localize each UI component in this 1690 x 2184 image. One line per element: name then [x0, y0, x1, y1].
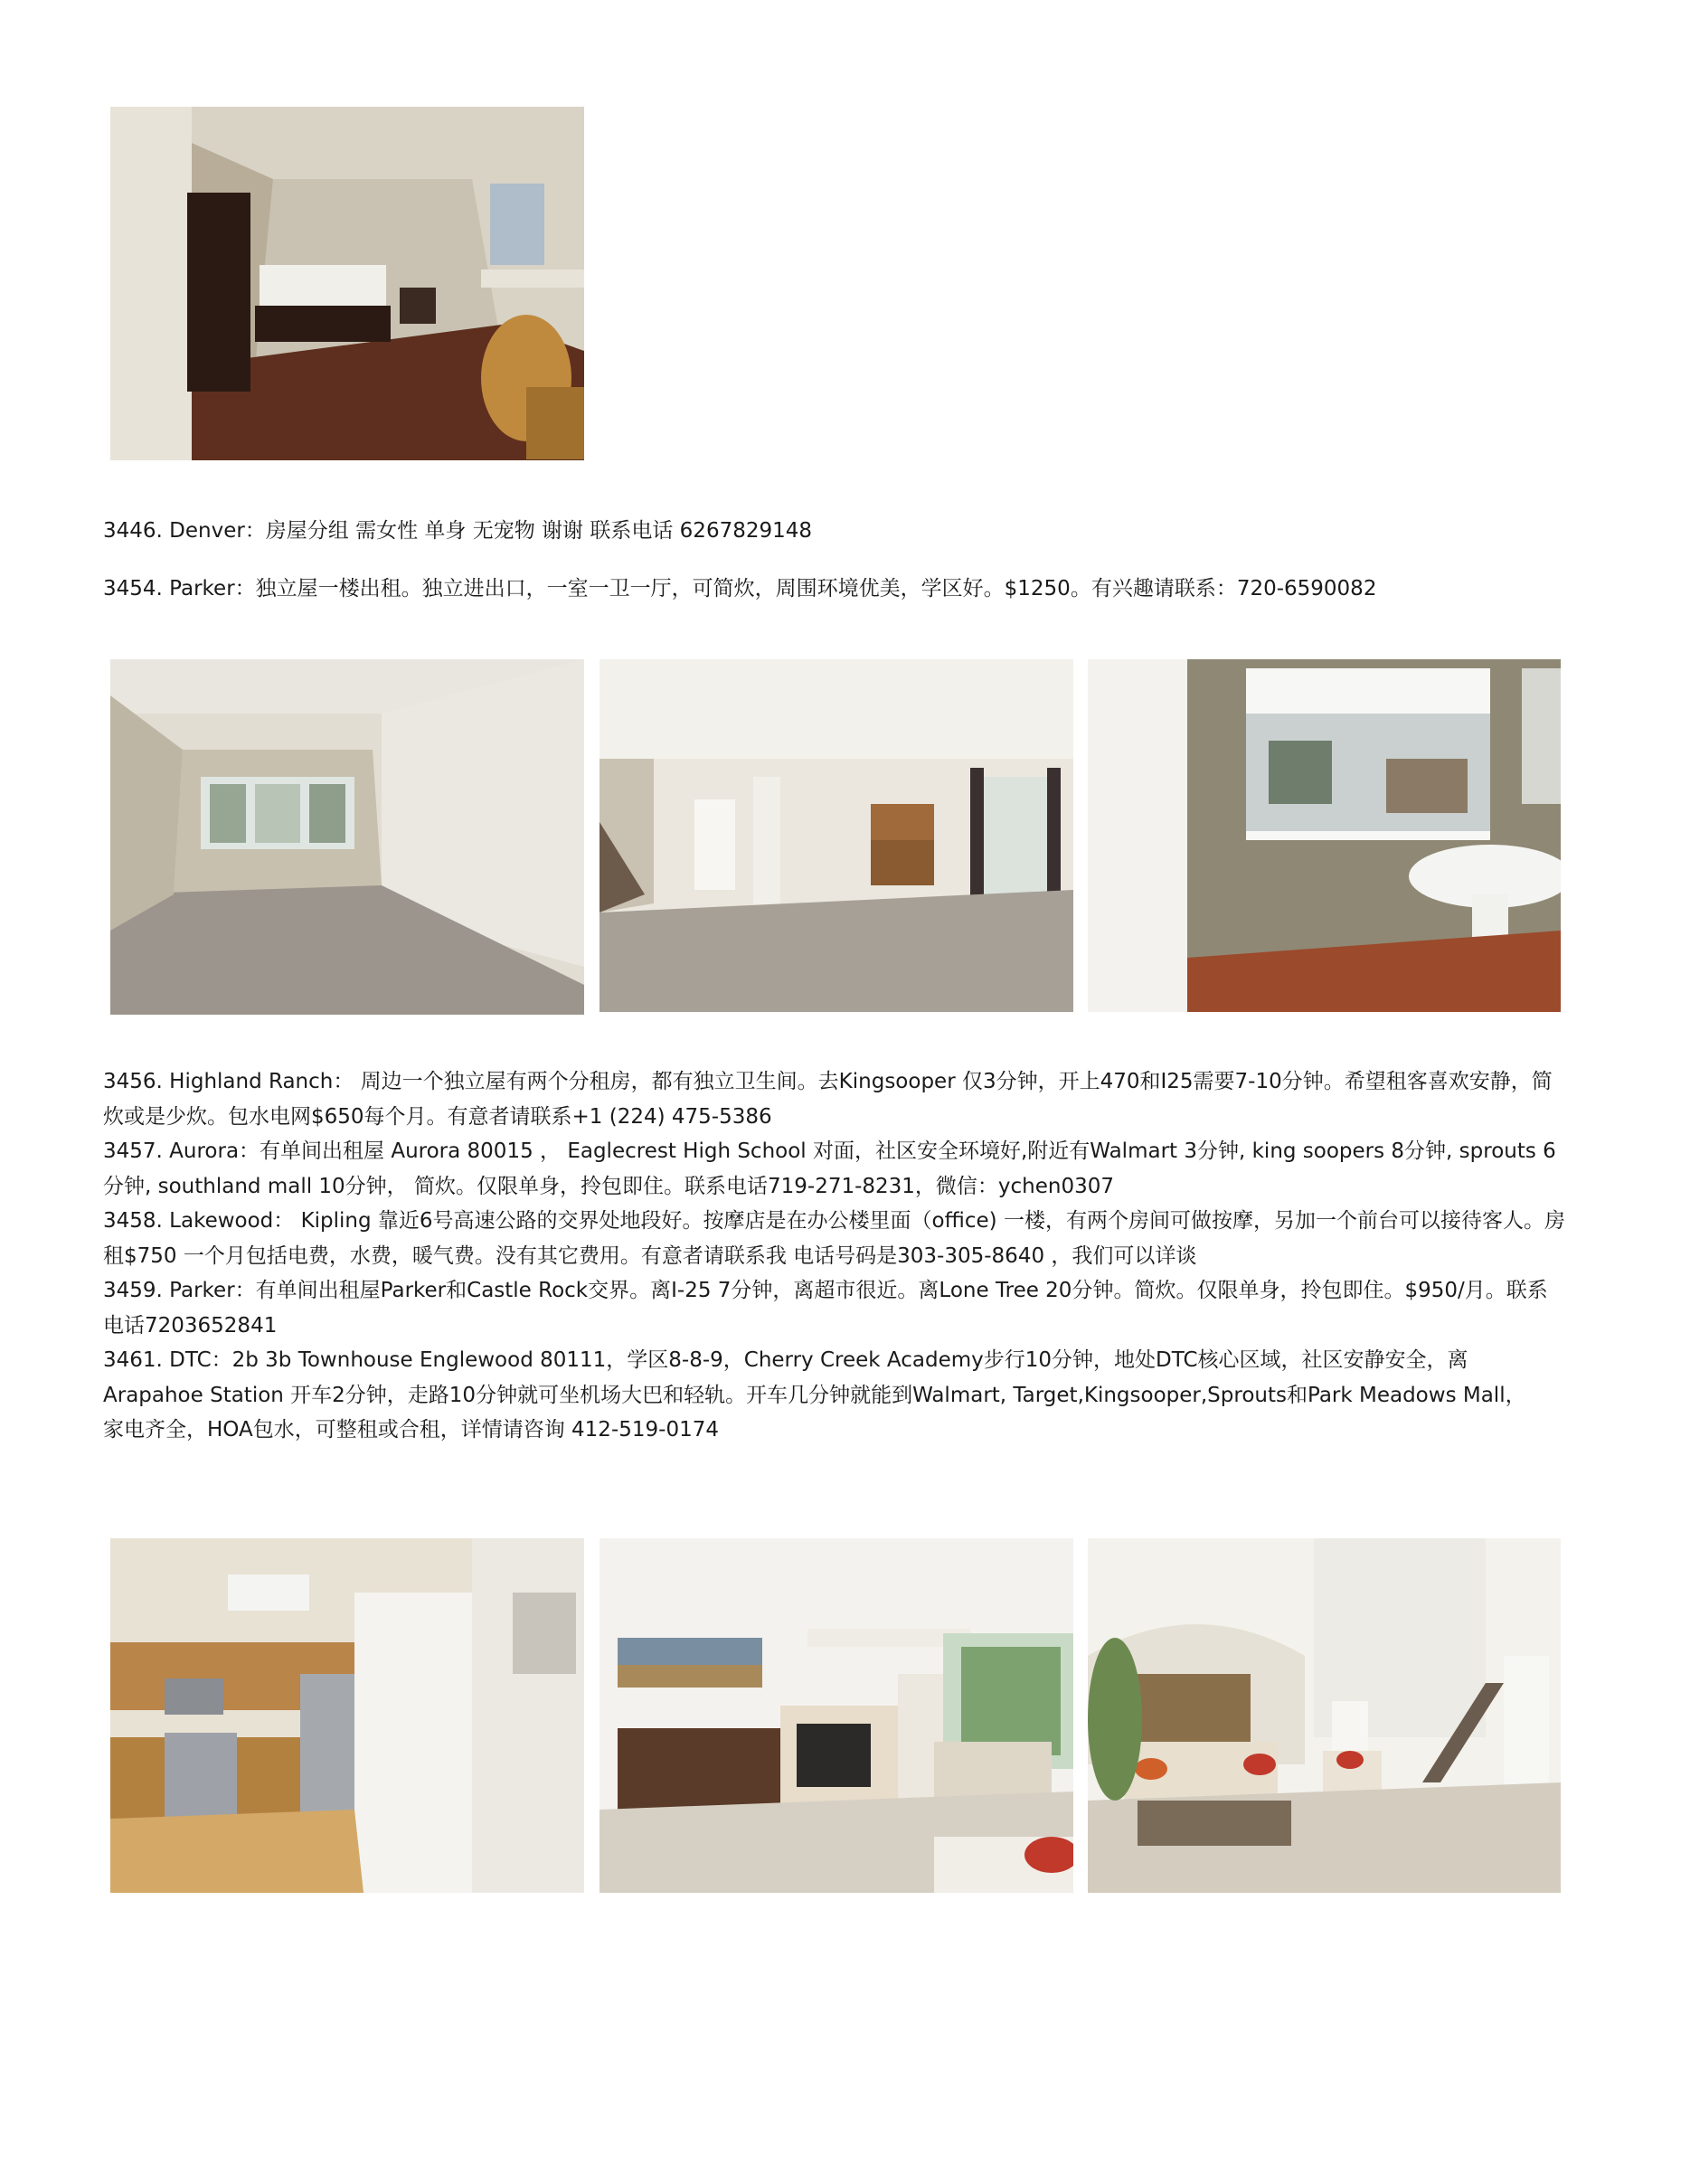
listing-3454: 3454. Parker：独立屋一楼出租。独立进出口，一室一卫一厅，可简炊，周围环境优美，学区好。$1250。有兴趣请联系：720-6590082: [103, 577, 1377, 600]
listing-3457: 3457. Aurora：有单间出租屋 Aurora 80015 ， Eaglecrest High School 对面，社区安全环境好,附近有Walmart 3分钟, king soopers 8分钟, sprouts 6分钟, southland mall 10分钟， 简炊。仅限单身，拎包即住。联系电话719-271-8231，微信：ychen0307: [103, 1139, 1556, 1198]
listing-3459: 3459. Parker：有单间出租屋Parker和Castle Rock交界。离I-25 7分钟，离超市很近。离Lone Tree 20分钟。简炊。仅限单身，拎包即住。$950/月。联系电话7203652841: [103, 1279, 1548, 1338]
great-room-photo: [1088, 1538, 1561, 1893]
basement-stairs-photo: [600, 659, 1073, 1012]
bedroom-photo: [110, 107, 584, 460]
basement-living-photo: [110, 659, 584, 1015]
listing-3458: 3458. Lakewood： Kipling 靠近6号高速公路的交界处地段好。按摩店是在办公楼里面（office) 一楼，有两个房间可做按摩，另加一个前台可以接待客人。房租$750 一个月包括电费，水费，暖气费。没有其它费用。有意者请联系我 电话号码是303-305-8640 ，我们可以详谈: [103, 1209, 1565, 1268]
kitchen-photo: [110, 1538, 584, 1893]
listing-3461: 3461. DTC：2b 3b Townhouse Englewood 80111，学区8-8-9，Cherry Creek Academy步行10分钟，地处DTC核心区域，社区安静安全，离Arapahoe Station 开车2分钟，走路10分钟就可坐机场大巴和轻轨。开车几分钟就能到Walmart, Target,Kingsooper,Sprouts和Park Meadows Mall， 家电齐全，HOA包水，可整租或合租，详情请咨询 412-519-0174: [103, 1348, 1526, 1442]
listing-3446: 3446. Denver：房屋分组 需女性 单身 无宠物 谢谢 联系电话 6267829148: [103, 519, 813, 543]
listing-3456: 3456. Highland Ranch： 周边一个独立屋有两个分租房，都有独立卫生间。去Kingsooper 仅3分钟，开上470和I25需要7-10分钟。希望租客喜欢安静，简炊或是少炊。包水电网$650每个月。有意者请联系+1 (224) 475-5386: [103, 1070, 1553, 1129]
fireplace-living-photo: [600, 1538, 1073, 1893]
bathroom-sink-photo: [1088, 659, 1561, 1012]
